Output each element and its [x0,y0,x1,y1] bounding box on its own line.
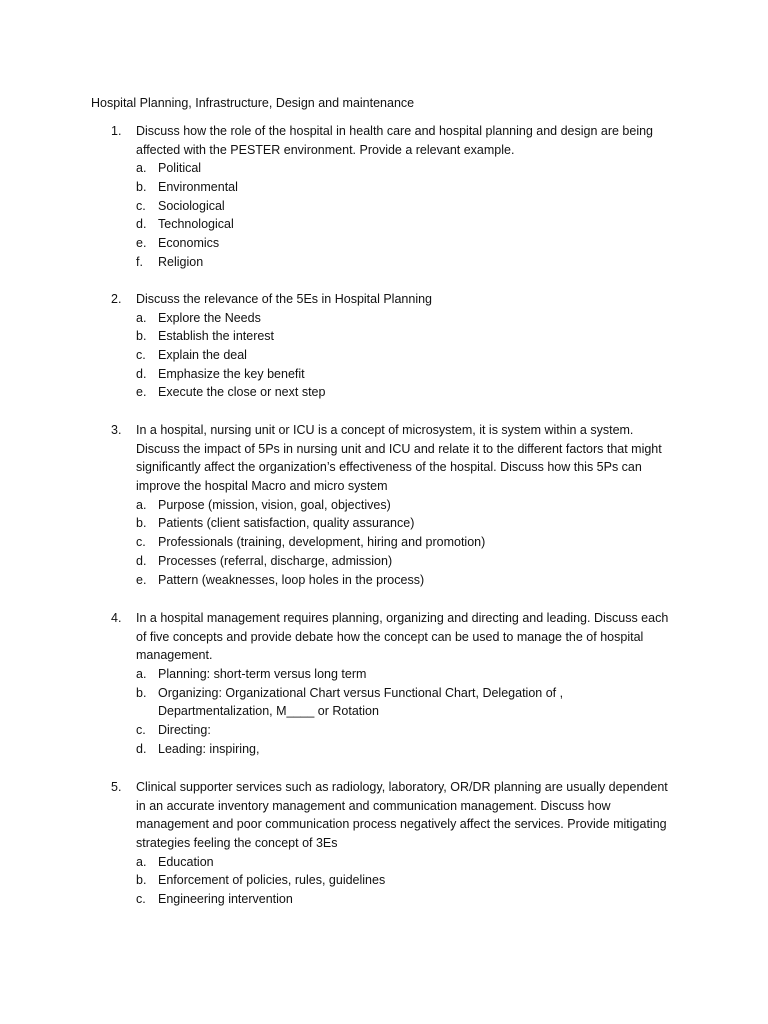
option-letter: c. [136,723,146,738]
list-item [0,721,768,740]
option-text: Explore the Needs [158,310,261,325]
question-number: 3. [111,423,122,437]
list-item [0,253,768,272]
option-letter: f. [136,254,143,269]
option-letter: d. [136,553,147,568]
option-letter: e. [136,385,147,400]
question-text-line [0,290,768,309]
option-text: Execute the close or next step [158,385,326,400]
option-text: Establish the interest [158,329,275,344]
question-text: Discuss the impact of 5Ps in nursing unit and ICU and relate it to the different factors that might [136,441,662,456]
option-text: Departmentalization, M____ or Rotation [158,704,379,719]
question-1 [0,122,768,272]
question-text-line [0,141,768,160]
list-item [0,871,768,890]
list-item [0,514,768,533]
option-text: Emphasize the key benefit [158,366,305,381]
question-text-line [0,421,768,440]
option-text: Technological [158,217,234,232]
option-text: Enforcement of policies, rules, guidelines [158,873,386,888]
list-item [0,571,768,590]
option-letter: a. [136,161,147,176]
list-item [0,383,768,402]
question-text: management and poor communication process negatively affect the services. Provide mitigating [136,817,667,832]
question-text: of five concepts and provide debate how the concept can be used to manage the of hospital [136,629,644,644]
list-item [0,552,768,571]
option-letter: b. [136,516,147,531]
document-title: Hospital Planning, Infrastructure, Design and maintenance [91,96,415,110]
list-item [0,533,768,552]
question-5 [0,778,768,909]
option-letter: c. [136,535,146,550]
question-text: In a hospital, nursing unit or ICU is a concept of microsystem, it is system within a system. [136,423,634,437]
list-item [0,665,768,684]
question-3 [0,421,768,589]
option-text: Planning: short-term versus long term [158,667,367,682]
option-letter: b. [136,180,147,195]
question-2 [0,290,768,402]
option-letter: a. [136,310,147,325]
question-text-line [0,834,768,853]
question-number: 2. [111,292,122,306]
question-text: Discuss the relevance of the 5Es in Hospital Planning [136,292,432,306]
question-text-line [0,440,768,459]
option-letter: c. [136,892,146,907]
option-letter: c. [136,348,146,363]
question-text: significantly affect the organization’s effectiveness of the hospital. Discuss how this 5Ps can [136,460,642,475]
list-item [0,215,768,234]
list-item [0,327,768,346]
question-text: In a hospital management requires planning, organizing and directing and leading. Discuss each [136,611,669,625]
question-text-line [0,609,768,628]
option-letter: c. [136,198,146,213]
option-letter: b. [136,873,147,888]
option-text: Patients (client satisfaction, quality assurance) [158,516,415,531]
option-text: Processes (referral, discharge, admission) [158,553,393,568]
option-text: Pattern (weaknesses, loop holes in the process) [158,572,425,587]
list-item [0,853,768,872]
list-item [0,890,768,909]
question-text-line [0,458,768,477]
option-text: Directing: [158,723,211,738]
option-text: Economics [158,236,220,251]
option-letter: d. [136,217,147,232]
option-letter: d. [136,366,147,381]
question-text: strategies feeling the concept of 3Es [136,836,338,851]
question-number: 5. [111,780,122,794]
question-text-line [0,815,768,834]
list-item [0,309,768,328]
option-letter: b. [136,685,147,700]
option-text: Sociological [158,198,225,213]
question-text: improve the hospital Macro and micro system [136,479,388,494]
list-item-continuation [0,702,768,721]
question-text-line [0,778,768,797]
option-text: Purpose (mission, vision, goal, objectives) [158,497,391,512]
option-letter: a. [136,667,147,682]
list-item [0,178,768,197]
question-text-line [0,628,768,647]
list-item [0,365,768,384]
list-item [0,234,768,253]
question-number: 4. [111,611,122,625]
list-item [0,496,768,515]
option-letter: a. [136,497,147,512]
question-number: 1. [111,124,122,138]
option-text: Environmental [158,180,238,195]
option-text: Religion [158,254,204,269]
option-text: Professionals (training, development, hiring and promotion) [158,535,486,550]
question-text: affected with the PESTER environment. Provide a relevant example. [136,142,515,157]
question-text: Clinical supporter services such as radiology, laboratory, OR/DR planning are usually dependent [136,780,668,794]
option-letter: b. [136,329,147,344]
option-letter: d. [136,741,147,756]
option-letter: a. [136,854,147,869]
option-text: Explain the deal [158,348,247,363]
option-letter: e. [136,572,147,587]
list-item [0,197,768,216]
question-text-line [0,646,768,665]
option-text: Education [158,854,214,869]
option-text: Leading: inspiring, [158,741,260,756]
list-item [0,346,768,365]
question-text-line [0,122,768,141]
question-text: in an accurate inventory management and communication management. Discuss how [136,798,611,813]
question-text-line [0,477,768,496]
option-text: Political [158,161,202,176]
question-text: management. [136,648,213,663]
question-text-line [0,797,768,816]
question-4 [0,609,768,759]
option-letter: e. [136,236,147,251]
question-text: Discuss how the role of the hospital in health care and hospital planning and design are being [136,124,654,138]
list-item [0,684,768,703]
option-text: Engineering intervention [158,892,293,907]
list-item [0,740,768,759]
list-item [0,159,768,178]
option-text: Organizing: Organizational Chart versus Functional Chart, Delegation of , [158,685,564,700]
